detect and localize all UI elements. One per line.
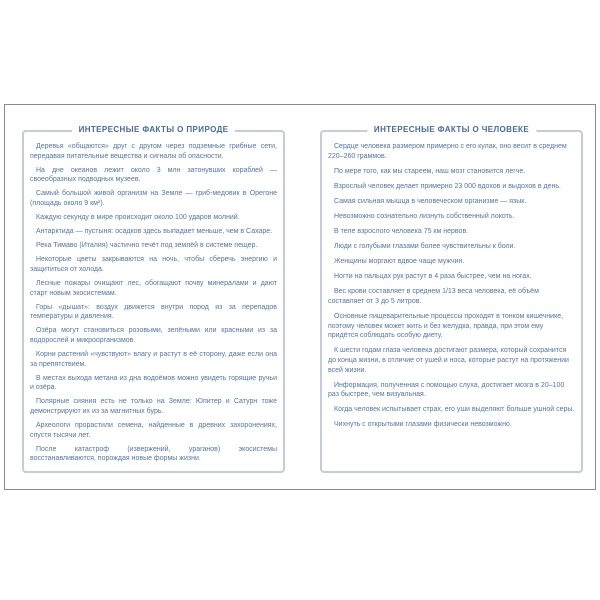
fact-item: Самый большой живой организм на Земле — гриб-медовик в Орегоне (площадь около 9 км²).: [30, 190, 277, 207]
panel-nature-facts: [22, 125, 285, 473]
panel-nature-fact-list: [24, 132, 283, 471]
fact-item: Некоторые цветы закрываются на ночь, чтобы сберечь энергию и защититься от холода.: [30, 256, 277, 273]
fact-item: Антарктида — пустыня: осадков здесь выпадает меньше, чем в Сахаре.: [36, 228, 273, 236]
fact-item: В местах выхода метана из дна водоёмов можно увидеть горящие ручьи и озёра.: [30, 374, 277, 392]
fact-item: Каждую секунду в мире происходит около 100 ударов молний.: [36, 214, 240, 222]
fact-item: Археологи прорастили семена, найденные в древних захоронениях, спустя тысячи лет.: [30, 422, 277, 439]
fact-item: После катастроф (извержений, ураганов) экосистемы восстанавливаются, порождая новые формы жизни.: [30, 445, 277, 463]
panel-human-fact-list: [322, 132, 581, 471]
fact-item: Самая сильная мышца в человеческом организме — язык.: [334, 197, 527, 205]
panel-human-title: ИНТЕРЕСНЫЕ ФАКТЫ О ЧЕЛОВЕКЕ: [367, 125, 536, 134]
fact-item: Вес крови составляет в среднем 1/13 веса человека, её объём составляет от 3 до 5 литров.: [328, 288, 539, 306]
fact-item: Полярные сияния есть не только на Земле: Юпитер и Сатурн тоже демонстрируют их из за магнитных бурь.: [30, 398, 277, 416]
fact-item: Сердце человека размером примерно с его кулак, оно весит в среднем 220–260 граммов.: [328, 143, 567, 160]
fact-item: Информация, полученная с помощью слуха, достигает мозга в 20–100 раз быстрее, чем визуальная.: [328, 381, 565, 399]
fact-item: Лесные пожары очищают лес, обогащают почву минералами и дают старт новым экосистемам.: [30, 280, 277, 297]
fact-item: На дне океанов лежит около 3 млн затонувших кораблей — своеобразных подводных музеев.: [30, 166, 277, 184]
panel-human-facts: [320, 125, 583, 473]
fact-item: Женщины моргают вдвое чаще мужчин.: [334, 258, 465, 266]
fact-item: К шести годам глаза человека достигают размера, который сохранится до конца жизни, в отличие от ушей и носа, которые растут на протяжении всей жизни.: [328, 347, 569, 374]
panel-nature-title: ИНТЕРЕСНЫЕ ФАКТЫ О ПРИРОДЕ: [72, 125, 236, 134]
fact-item: По мере того, как мы стареем, наш мозг становится легче.: [334, 167, 526, 175]
fact-item: Чихнуть с открытыми глазами физически невозможно.: [334, 421, 512, 429]
fact-item: Горы «дышат»: воздух движется внутри пород из за перепадов температуры и давления.: [30, 303, 277, 321]
fact-item: Взрослый человек делает примерно 23 000 вдохов и выдохов в день.: [334, 182, 561, 190]
fact-item: Люди с голубыми глазами более чувствительны к боли.: [334, 243, 516, 251]
fact-item: Река Тимаво (Италия) частично течёт под землёй в системе пещер.: [36, 242, 258, 250]
fact-item: Когда человек испытывает страх, его уши выделяют больше ушной серы.: [334, 406, 575, 414]
fact-item: Деревья «общаются» друг с другом через подземные грибные сети, передавая питательные вещества и сигналы об опасности.: [30, 143, 277, 160]
fact-item: Корни растений «чувствуют» влагу и растут в её сторону, даже если она за препятствием.: [30, 351, 277, 368]
fact-item: Невозможно сознательно лизнуть собственный локоть.: [334, 212, 515, 220]
fact-item: Основные пищеварительные процессы проходят в тонком кишечнике, поэтому человек может жить и без желудка, правда, при этом ему придётся соблюдать особую диету.: [328, 313, 564, 340]
fact-item: Ногти на пальцах рук растут в 4 раза быстрее, чем на ногах.: [334, 273, 532, 281]
fact-item: В теле взрослого человека 75 км нервов.: [334, 228, 469, 236]
fact-item: Озёра могут становиться розовыми, зелёными или красными из за водорослей и микроорганизмов.: [30, 327, 277, 344]
